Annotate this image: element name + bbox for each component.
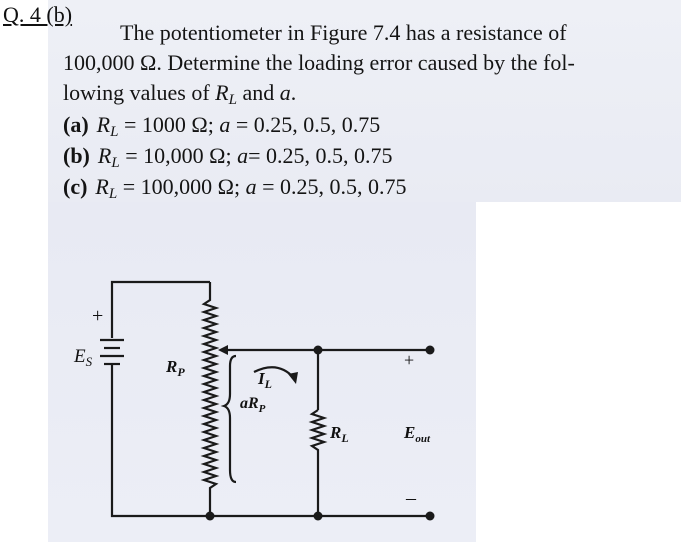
option-label: (a)	[63, 112, 89, 137]
option-resistance: = 1000 Ω;	[118, 112, 220, 137]
wire-top-left	[112, 282, 210, 338]
option-sub: L	[111, 155, 120, 171]
node-bottom	[314, 512, 323, 521]
option-var: R	[96, 112, 111, 137]
minus-right: –	[406, 487, 416, 509]
problem-line-2: 100,000 Ω. Determine the loading error caused by the fol-	[63, 50, 575, 75]
source-sub: S	[85, 354, 93, 369]
terminal-out-bottom	[426, 512, 435, 521]
rl-resistor	[312, 410, 324, 516]
il-var: I	[258, 369, 265, 388]
il-label	[257, 369, 272, 391]
eout-var: E	[404, 423, 416, 442]
line3-prefix: lowing values of	[63, 80, 216, 105]
arp-brace	[224, 356, 236, 482]
line3-sub: L	[228, 92, 237, 108]
option-values: = 0.25, 0.5, 0.75	[248, 143, 393, 168]
node-top	[314, 346, 323, 355]
il-arrow-head	[288, 372, 298, 384]
rl-var: R	[330, 423, 342, 442]
rp-resistor	[204, 282, 216, 516]
arp-label	[240, 395, 266, 415]
option-sub: L	[110, 124, 119, 140]
line3-end: .	[290, 80, 297, 105]
line3-var2: a	[279, 80, 291, 105]
option-values: = 0.25, 0.5, 0.75	[256, 174, 407, 199]
option-resistance: = 100,000 Ω;	[117, 174, 246, 199]
rp-var: R	[166, 357, 178, 376]
il-sub: L	[264, 377, 272, 391]
question-label: Q. 4 (b)	[3, 2, 73, 27]
problem-line-1: The potentiometer in Figure 7.4 has a resistance of	[120, 20, 567, 45]
option-label: (c)	[63, 174, 88, 199]
option-var: R	[97, 143, 112, 168]
eout-label	[403, 423, 431, 445]
option-resistance: = 10,000 Ω;	[119, 143, 238, 168]
terminal-out-top	[426, 346, 435, 355]
source-label	[73, 346, 93, 369]
option-values: = 0.25, 0.5, 0.75	[230, 112, 381, 137]
option-var: R	[95, 174, 109, 199]
line3-suffix: and	[236, 80, 280, 105]
rl-label	[329, 423, 349, 445]
arp-var: aR	[240, 395, 259, 412]
node-pot-bottom	[206, 512, 215, 521]
arp-sub: P	[258, 403, 266, 415]
plus-left: +	[92, 305, 104, 327]
option-avar: a	[237, 143, 249, 168]
rp-label	[165, 357, 185, 379]
rl-sub: L	[341, 431, 349, 445]
plus-right: +	[404, 350, 415, 370]
option-sub: L	[108, 186, 118, 202]
eout-sub: out	[415, 433, 431, 445]
option-avar: a	[245, 174, 257, 199]
option-avar: a	[219, 112, 231, 137]
rp-sub: P	[177, 365, 185, 379]
source-var: E	[74, 346, 86, 367]
option-label: (b)	[63, 143, 90, 168]
wire-bottom	[112, 372, 430, 516]
wiper-arrow-head	[218, 345, 228, 355]
line3-var: R	[215, 80, 229, 105]
